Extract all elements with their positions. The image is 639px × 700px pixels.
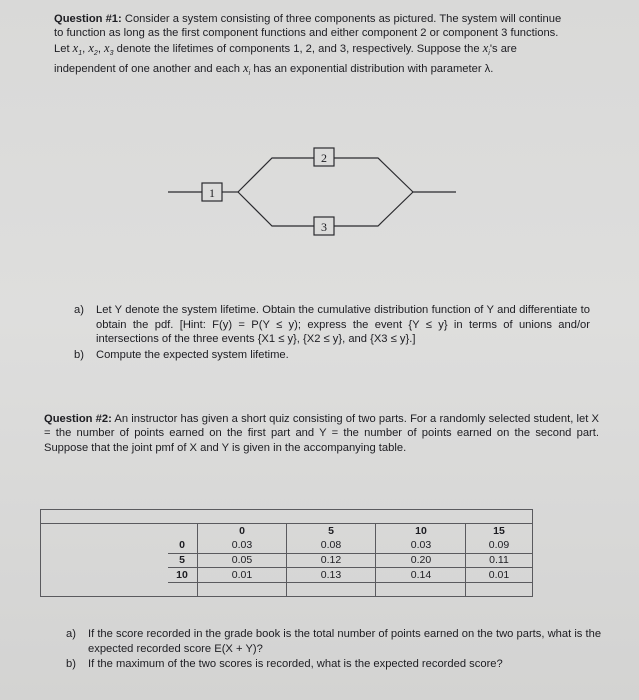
q1-part-b: b) Compute the expected system lifetime.	[74, 348, 289, 361]
table-cell: 0.20	[410, 554, 432, 566]
question-1	[54, 12, 574, 82]
q1-line-2: to function as long as the first component functions and either component 2 or component 3 functions.	[54, 27, 559, 40]
table-cell: 0.05	[231, 554, 253, 566]
q2-parts	[52, 627, 612, 673]
component-3-label: 3	[321, 220, 327, 234]
table-cell: 0.08	[320, 539, 342, 551]
q2-text: An instructor has given a short quiz consisting of two parts. For a randomly selected student, let X = the number of points earned on the first part and Y = the number of points earned on the second part. Suppose that the joint pmf of X and Y is given in the accompanying table.	[44, 413, 599, 454]
table-cell: 0.11	[489, 554, 509, 566]
table-cell: 0.09	[488, 539, 510, 551]
table-cell: 0.03	[410, 539, 432, 551]
component-2-label: 2	[321, 151, 327, 165]
row-header-0: 0	[179, 539, 185, 551]
q1-line-4: independent of one another and each $x_i$ has an exponential distribution with parameter λ.	[54, 61, 494, 78]
q1-label: Question #1:	[54, 13, 122, 25]
table-cell: 0.01	[488, 569, 510, 581]
table-cell: 0.01	[231, 569, 253, 581]
col-header-5: 5	[328, 525, 334, 537]
q2-part-b: b) If the maximum of the two scores is recorded, what is the expected recorded score?	[66, 658, 503, 671]
joint-pmf-table	[40, 509, 533, 597]
system-diagram	[168, 143, 468, 243]
q1-parts	[60, 303, 590, 363]
row-header-5: 5	[179, 554, 185, 566]
col-header-0: 0	[239, 525, 245, 537]
table-cell: 0.13	[320, 569, 342, 581]
question-2	[44, 412, 599, 455]
table-cell: 0.03	[231, 539, 253, 551]
component-1-label: 1	[209, 186, 215, 200]
col-header-15: 15	[493, 525, 505, 537]
q2-label: Question #2:	[44, 413, 112, 425]
q2-part-a: a) If the score recorded in the grade book is the total number of points earned on the two parts, what is the expected recorded score E(X + Y)?	[66, 628, 602, 655]
q1-line-1: Question #1: Consider a system consisting of three components as pictured. The system will continue	[54, 13, 562, 25]
table-cell: 0.12	[320, 554, 342, 566]
row-header-10: 10	[176, 569, 188, 581]
q1-line-3: Let $x_1$, $x_2$, $x_3$ denote the lifetimes of components 1, 2, and 3, respectively. Suppose the $x_i's$ are	[54, 40, 517, 57]
q1-part-a: a) Let Y denote the system lifetime. Obtain the cumulative distribution function of Y and differentiate to obtain the pdf. [Hint: F(y) = P(Y ≤ y); express the event {Y ≤ y} in terms of unions and/or intersections of the three events {X1 ≤ y}, {X2 ≤ y}, and {X3 ≤ y}.]	[74, 304, 590, 346]
table-cell: 0.14	[410, 569, 432, 581]
col-header-10: 10	[415, 525, 427, 537]
